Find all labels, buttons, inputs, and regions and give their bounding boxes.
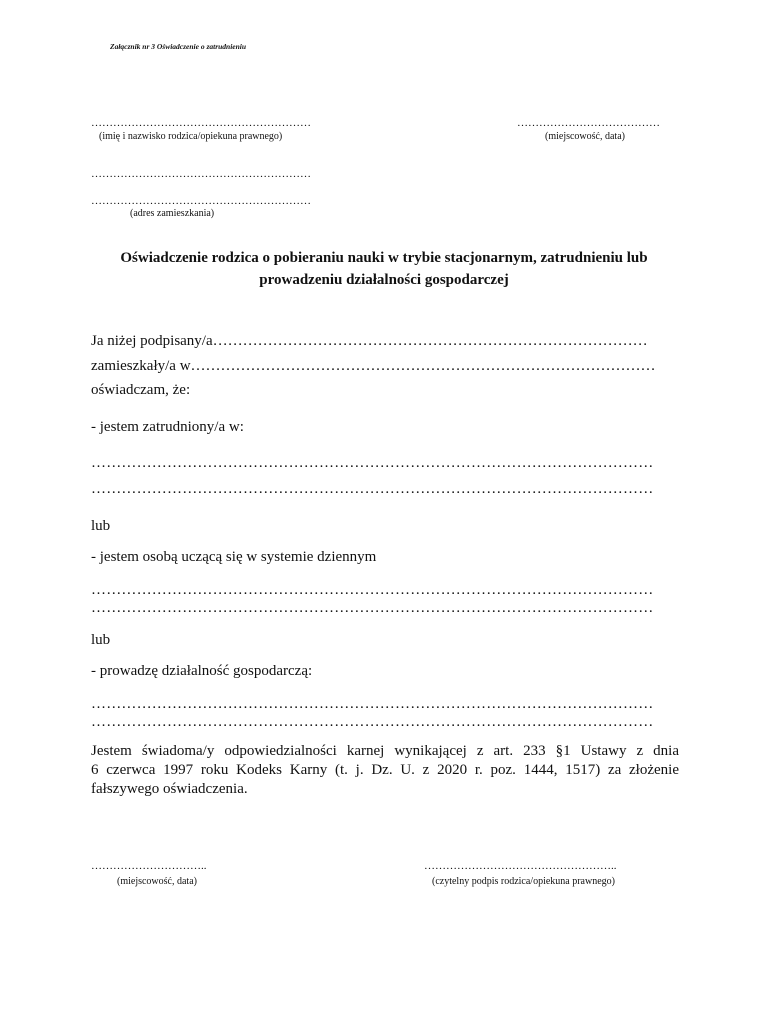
business-dotted-line-2[interactable]: ………………………………………………………………………………………………… <box>91 714 654 730</box>
student-label: - jestem osobą uczącą się w systemie dziennym <box>91 549 377 565</box>
business-label: - prowadzę działalność gospodarczą: <box>91 663 313 679</box>
liability-statement <box>91 742 679 799</box>
name-caption: (imię i nazwisko rodzica/opiekuna prawnego) <box>99 131 283 142</box>
student-dotted-line-2[interactable]: ………………………………………………………………………………………………… <box>91 600 654 616</box>
address-dotted-line-2[interactable]: …………………………………………………… <box>91 195 311 207</box>
employed-dotted-line-2[interactable]: ………………………………………………………………………………………………… <box>91 481 654 497</box>
name-dotted-line[interactable]: …………………………………………………… <box>91 117 311 129</box>
resident-line[interactable]: zamieszkały/a w………………………………………………………………………………… <box>91 358 656 374</box>
address-caption: (adres zamieszkania) <box>130 208 215 219</box>
student-dotted-line-1[interactable]: ………………………………………………………………………………………………… <box>91 582 654 598</box>
business-dotted-line-1[interactable]: ………………………………………………………………………………………………… <box>91 696 654 712</box>
or-separator-2: lub <box>91 632 111 648</box>
place-date-caption: (miejscowość, data) <box>545 131 625 142</box>
declare-line: oświadczam, że: <box>91 382 191 398</box>
attachment-note: Załącznik nr 3 Oświadczenie o zatrudnieniu <box>110 42 247 51</box>
place-date-dotted-line[interactable]: ………………………………… <box>517 117 660 129</box>
statement-line-1: Jestem świadoma/y odpowiedzialności karnej wynikającej z art. 233 §1 Ustawy z dnia <box>91 743 679 759</box>
signature-caption: (czytelny podpis rodzica/opiekuna prawnego) <box>432 876 615 887</box>
footer-place-date-dotted-line[interactable]: ………………………….. <box>91 860 207 872</box>
statement-line-3: fałszywego oświadczenia. <box>91 781 248 797</box>
address-dotted-line-1[interactable]: …………………………………………………… <box>91 168 311 180</box>
document-title: Oświadczenie rodzica o pobieraniu nauki w trybie stacjonarnym, zatrudnieniu lub prowadzeniu działalności gospodarczej <box>120 250 648 288</box>
signature-dotted-line[interactable]: …………………………………………….. <box>424 860 617 872</box>
signed-line[interactable]: Ja niżej podpisany/a…………………………………………………………………………… <box>91 333 648 349</box>
statement-line-2: 6 czerwca 1997 roku Kodeks Karny (t. j. Dz. U. z 2020 r. poz. 1444, 1517) za złożenie <box>91 762 679 778</box>
or-separator-1: lub <box>91 518 111 534</box>
footer-place-date-caption: (miejscowość, data) <box>117 876 197 887</box>
employed-label: - jestem zatrudniony/a w: <box>91 419 244 435</box>
employed-dotted-line-1[interactable]: ………………………………………………………………………………………………… <box>91 455 654 471</box>
